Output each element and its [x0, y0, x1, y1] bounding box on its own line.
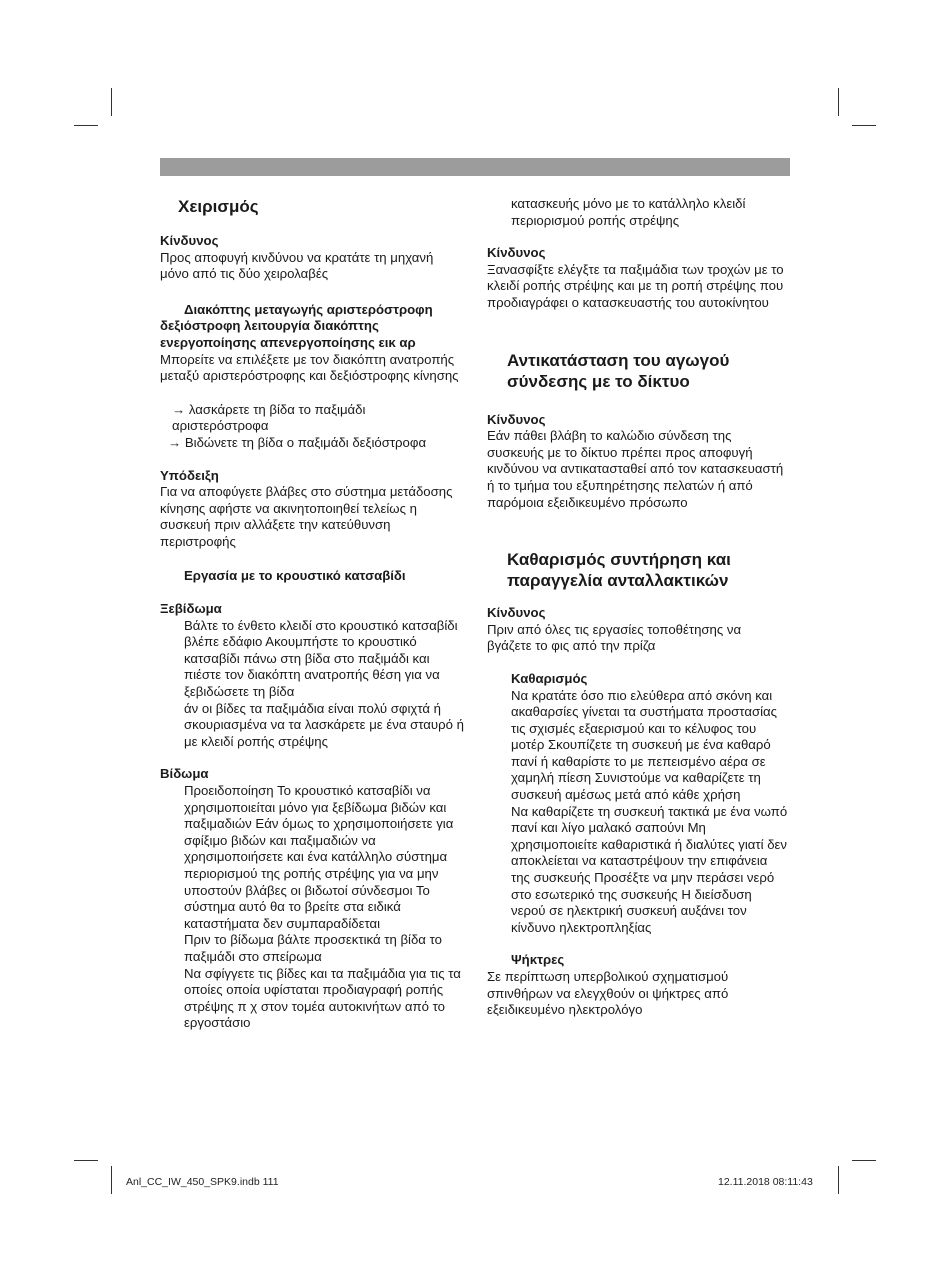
section-title-operation: Χειρισμός — [178, 197, 259, 216]
footer-date: 12.11.2018 08:11:43 — [718, 1176, 813, 1188]
right-column — [487, 196, 789, 1019]
screw-text-2: Πριν το βίδωμα βάλτε προσεκτικά τη βίδα το παξιμάδι στο σπείρωμα — [184, 932, 442, 964]
danger-label: Κίνδυνος — [487, 245, 546, 261]
crop-mark — [838, 1166, 839, 1194]
screw-text: Προειδοποίηση Το κρουστικό κατσαβίδι να χρησιμοποιείται μόνο για ξεβίδωμα βιδών και παξιμαδιών Εάν όμως το χρησιμοποιήσετε για σφίξιμο βιδών και παξιμαδιών να χρησιμοποιήσετε και ένα κατάλληλο σύστημα περιορισμού της ροπής στρέψης για να μην υποστούν βλάβες οι βιδωτοί σύνδεσμοι Το σύστημα αυτό θα το βρείτε στα ειδικά καταστήματα δεν συμπαραδίδεται — [184, 783, 454, 931]
danger-text: Προς αποφυγή κινδύνου να κρατάτε τη μηχανή μόνο από τις δύο χειρολαβές — [160, 249, 434, 282]
crop-mark — [74, 1160, 98, 1161]
unscrew-text-2: άν οι βίδες τα παξιμάδια είναι πολύ σφιχτά ή σκουριασμένα να τα λασκάρετε με ένα σταυρό ή με κλειδί ροπής στρέψης — [184, 700, 464, 749]
crop-mark — [852, 1160, 876, 1161]
crop-mark — [852, 125, 876, 126]
switch-heading: Διακόπτης μεταγωγής αριστερόστροφη δεξιόστροφη λειτουργία διακόπτης ενεργοποίησης απενεργοποίησης εικ αρ — [160, 301, 433, 350]
unscrew-label: Ξεβίδωμα — [160, 601, 222, 617]
danger-text: Ξανασφίξτε ελέγξτε τα παξιμάδια των τροχών με το κλειδί ροπής στρέψης και με τη ροπή στρέψης που προδιαγράφει ο κατασκευαστής του αυτοκίνητου — [487, 261, 784, 310]
left-column — [160, 196, 465, 1032]
danger-label: Κίνδυνος — [487, 411, 546, 427]
screw-label: Βίδωμα — [160, 766, 209, 782]
continued-text: κατασκευής μόνο με το κατάλληλο κλειδί περιορισμού ροπής στρέψης — [511, 196, 746, 228]
direction-right: → Βιδώνετε τη βίδα ο παξιμάδι δεξιόστροφα — [168, 434, 427, 450]
danger-text: Εάν πάθει βλάβη το καλώδιο σύνδεση της συσκευής με το δίκτυο πρέπει προς αποφυγή κινδύνου να αντικατασταθεί από τον κατασκευαστή ή το τμήμα του εξυπηρέτησης πελατών ή από παρόμοια εξειδικευμένο πρόσωπο — [487, 428, 784, 510]
note-text: Για να αποφύγετε βλάβες στο σύστημα μετάδοσης κίνησης αφήστε να ακινητοποιηθεί τελείως η συσκευή πριν αλλάξετε την κατεύθυνση περιστροφής — [160, 484, 453, 549]
footer-file: Anl_CC_IW_450_SPK9.indb 111 — [126, 1176, 279, 1188]
note-label: Υπόδειξη — [160, 467, 219, 483]
crop-mark — [838, 88, 839, 116]
cleaning-text-2: Να καθαρίζετε τη συσκευή τακτικά με ένα νωπό πανί και λίγο μαλακό σαπούνι Μη χρησιμοποιείτε καθαριστικά ή διαλύτες γιατί δεν αποκλείεται να καταστρέψουν την επιφάνεια της συσκευής Προσέξτε να μην περάσει νερό στο εσωτερικό της συσκευής Η διείσδυση νερού σε ηλεκτρική συσκευή αυξάνει τον κίνδυνο ηλεκτροπληξίας — [511, 803, 788, 935]
brushes-text: Σε περίπτωση υπερβολικού σχηματισμού σπινθήρων να ελεγχθούν οι ψήκτρες από εξειδικευμένο ηλεκτρολόγο — [487, 969, 729, 1018]
direction-left: → λασκάρετε τη βίδα το παξιμάδι αριστερόστροφα — [172, 401, 366, 434]
cleaning-label: Καθαρισμός — [511, 670, 588, 686]
brushes-label: Ψήκτρες — [511, 952, 565, 968]
crop-mark — [111, 1166, 112, 1194]
danger-text: Πριν από όλες τις εργασίες τοποθέτησης να βγάζετε το φις από την πρίζα — [487, 621, 742, 654]
danger-label: Κίνδυνος — [160, 233, 219, 248]
unscrew-text: Βάλτε το ένθετο κλειδί στο κρουστικό κατσαβίδι βλέπε εδάφιο Ακουμπήστε το κρουστικό κατσαβίδι πάνω στη βίδα στο παξιμάδι και πιέστε τον διακόπτη ανατροπής θέση για να ξεβιδώσετε τη βίδα — [184, 617, 458, 700]
impact-heading: Εργασία με το κρουστικό κατσαβίδι — [184, 567, 406, 583]
crop-mark — [74, 125, 98, 126]
danger-label: Κίνδυνος — [487, 605, 546, 621]
screw-text-3: Να σφίγγετε τις βίδες και τα παξιμάδια για τις τα οποίες οποία υφίσταται προδιαγραφή ροπής στρέψης π χ στον τομέα αυτοκινήτων από το εργοστάσιο — [184, 965, 461, 1031]
section-title-cable: Αντικατάσταση του αγωγού σύνδεσης με το δίκτυο — [507, 350, 730, 391]
switch-text: Μπορείτε να επιλέξετε με τον διακόπτη ανατροπής μεταξύ αριστερόστροφης και δεξιόστροφης κίνησης — [160, 351, 459, 384]
crop-mark — [111, 88, 112, 116]
header-bar — [160, 158, 790, 176]
cleaning-text: Να κρατάτε όσο πιο ελεύθερα από σκόνη και ακαθαρσίες γίνεται τα συστήματα προστασίας τις σχισμές εξαερισμού και το κέλυφος του μοτέρ Σκουπίζετε τη συσκευή με ένα καθαρό πανί ή καθαρίστε το με πεπεισμένο αέρα σε χαμηλή πίεση Συνιστούμε να καθαρίζετε τη συσκευή αμέσως μετά από κάθε χρήση — [511, 687, 777, 803]
section-title-cleaning: Καθαρισμός συντήρηση και παραγγελία ανταλλακτικών — [507, 550, 731, 591]
